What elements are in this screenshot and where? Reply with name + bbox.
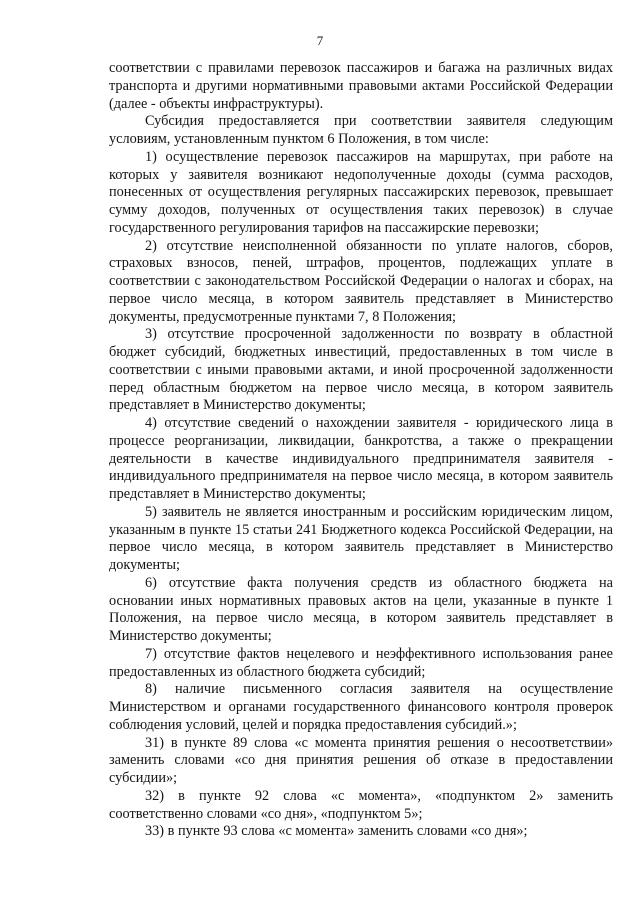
condition-item-6: 6) отсутствие факта получения средств из областного бюджета на основании иных нормативных правовых актов на цели, указанные в пункте 1 Положения, на первое число месяца, в котором заявитель представляет в Министерство документы; (109, 574, 613, 644)
condition-item-7: 7) отсутствие фактов нецелевого и неэффективного использования ранее предоставленных из областного бюджета субсидий; (109, 645, 613, 680)
amendment-item-33: 33) в пункте 93 слова «с момента» заменить словами «со дня»; (145, 823, 528, 840)
condition-item-5: 5) заявитель не является иностранным и российским юридическим лицом, указанным в пункте 15 статьи 241 Бюджетного кодекса Российской Федерации, на первое число месяца, в котором заявитель представляет в Министерство документы; (109, 503, 613, 573)
paragraph-subsidy-conditions: Субсидия предоставляется при соответствии заявителя следующим условиям, установленным пунктом 6 Положения, в том числе: (109, 113, 613, 147)
condition-item-4: 4) отсутствие сведений о нахождении заявителя - юридического лица в процессе реорганизации, ликвидации, банкротства, а также о прекращении деятельности в качестве индивидуального предпринимателя заявителя - индивидуального предпринимателя на первое число месяца, в котором заявитель представляет в Министерство документы; (109, 415, 613, 502)
amendment-item-31: 31) в пункте 89 слова «с момента принятия решения о несоответствии» заменить словами «со дня принятия решения об отказе в предоставлении субсидии»; (109, 734, 613, 786)
condition-item-2: 2) отсутствие неисполненной обязанности по уплате налогов, сборов, страховых взносов, пеней, штрафов, процентов, подлежащих уплате в соответствии с законодательством Российской Федерации о налогах и сборах, на первое число месяца, в котором заявитель представляет в Министерство документы, предусмотренные пунктами 7, 8 Положения; (109, 237, 613, 325)
document-body (109, 60, 613, 841)
condition-item-8: 8) наличие письменного согласия заявителя на осуществление Министерством и органами государственного финансового контроля проверок соблюдения условий, целей и порядка предоставления субсидий.»; (109, 681, 613, 733)
paragraph-continuation: соответствии с правилами перевозок пассажиров и багажа на различных видах транспорта и другими нормативными правовыми актами Российской Федерации (далее - объекты инфраструктуры). (109, 60, 613, 112)
condition-item-3: 3) отсутствие просроченной задолженности по возврату в областной бюджет субсидий, бюджетных инвестиций, предоставленных в том числе в соответствии с иными правовыми актами, и иной просроченной задолженности перед областным бюджетом на первое число месяца, в котором заявитель представляет в Министерство документы; (109, 326, 613, 414)
amendment-item-32: 32) в пункте 92 слова «с момента», «подпунктом 2» заменить соответственно словами «со дня», «подпунктом 5»; (109, 787, 613, 822)
condition-item-1: 1) осуществление перевозок пассажиров на маршрутах, при работе на которых у заявителя возникают недополученные доходы (сумма расходов, понесенных от осуществления регулярных пассажирских перевозок, превышает сумму доходов, полученных от осуществления таких перевозок) в случае государственного регулирования тарифов на пассажирские перевозки; (109, 148, 613, 236)
page-number: 7 (316, 33, 324, 48)
